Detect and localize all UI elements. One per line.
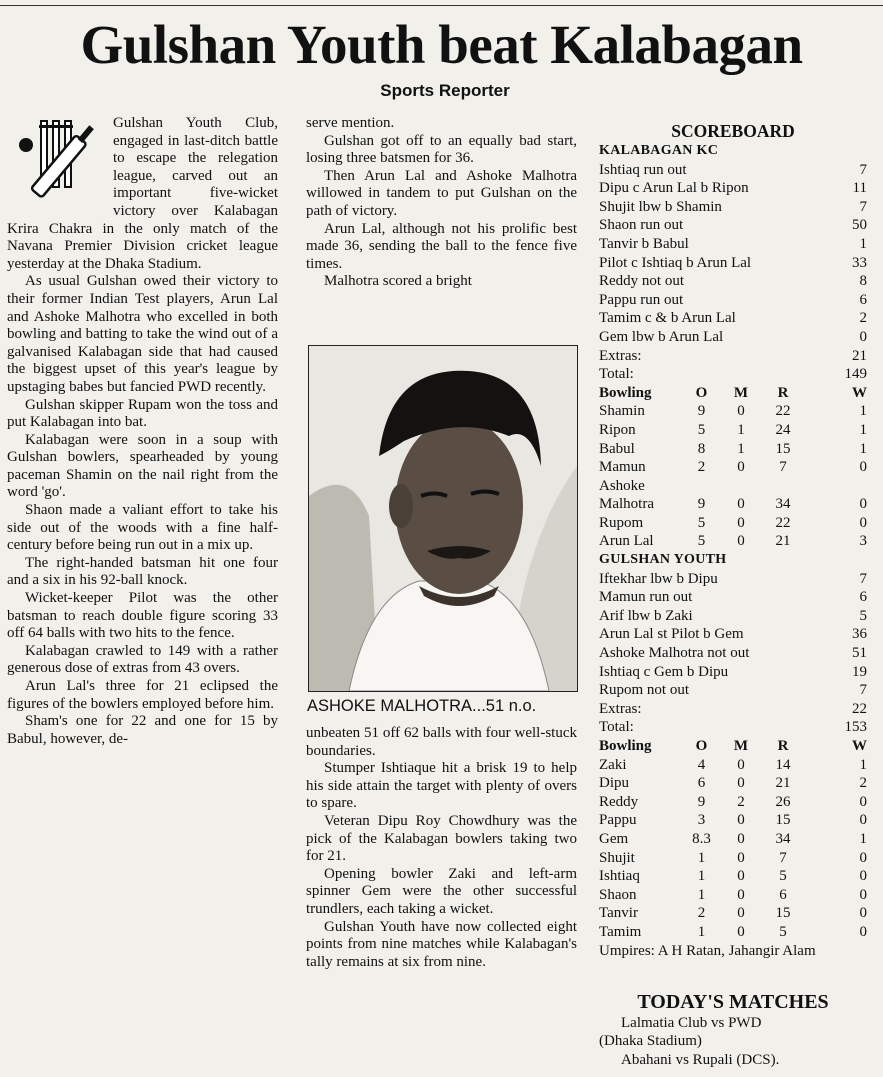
bowler-name: Mamun: [599, 459, 646, 476]
paragraph: Gulshan Youth have now collected eight points from nine matches while Kalabagan's tally remains at six from nine.: [306, 918, 577, 970]
bowling-figure: 0: [737, 756, 745, 773]
bowling-figure: 5: [697, 514, 706, 531]
paragraph: Shaon made a valiant effort to take his side out of the woods with a fine half-century before being run out in a mix up.: [7, 502, 278, 554]
batting-row: [599, 588, 867, 607]
paragraph: Then Arun Lal and Ashoke Malhotra willowed in tandem to put Gulshan on the path of victory.: [306, 167, 577, 219]
bowling-figure: 34: [775, 496, 791, 513]
batting-row: [599, 570, 867, 589]
bowling-figure: 6: [779, 886, 787, 903]
match-line: Lalmatia Club vs PWD: [621, 1015, 762, 1031]
bowling-figure: 4: [697, 756, 706, 773]
paragraph: Sham's one for 22 and one for 15 by Babul, however, de-: [7, 713, 278, 747]
bowler-name: Tamim: [599, 923, 642, 940]
bowler-name: Reddy: [599, 793, 639, 810]
bowler-name: Gem: [599, 830, 629, 847]
bowling-figure: 26: [775, 793, 791, 810]
bowling-figure: 0: [737, 886, 745, 903]
bowler-name: Malhotra: [599, 496, 654, 513]
total-row: Total: 153: [599, 719, 867, 736]
bowling-figure: 2: [859, 775, 867, 792]
bowling-header-cell: M: [733, 738, 749, 754]
article-column-1: [7, 115, 278, 748]
bowling-figure: [719, 477, 763, 496]
batsman-dismissal: Ashoke Malhotra not out: [599, 645, 750, 662]
bowling-figure: 14: [775, 756, 791, 773]
bowling-figure: 0: [737, 849, 745, 866]
bowler-name: Dipu: [599, 775, 629, 792]
top-rule: [0, 0, 883, 6]
bowling-figure: 3: [859, 533, 867, 550]
extras-row: Extras: 21: [599, 347, 867, 364]
todays-matches-title: TODAY'S MATCHES: [637, 991, 829, 1013]
extras-row: Extras: 22: [599, 700, 867, 717]
bowling-figure: 1: [697, 849, 706, 866]
bowling-header-cell: W: [852, 738, 867, 754]
batsman-runs: 6: [859, 291, 867, 308]
bowler-name: Ishtiaq: [599, 868, 640, 885]
bowling-figure: [803, 477, 867, 496]
bowler-name: Ripon: [599, 421, 636, 438]
bowling-header-cell: R: [777, 738, 789, 754]
batsman-runs: 1: [859, 235, 867, 252]
bowling-figure: 1: [697, 923, 706, 940]
batting-row: [599, 309, 867, 328]
bowling-figure: 9: [697, 403, 706, 420]
bowling-figure: 0: [859, 886, 867, 903]
bowling-figure: 2: [697, 459, 706, 476]
bowling-figure: 0: [737, 496, 745, 513]
bowler-name: Shamin: [599, 403, 645, 420]
bowling-figure: 7: [779, 459, 787, 476]
paragraph: Wicket-keeper Pilot was the other batsman to reach double figure scoring 33 off 64 balls with two hits to the fence.: [7, 590, 278, 642]
bowling-figure: 0: [737, 905, 745, 922]
bowling-figure: 0: [859, 812, 867, 829]
paragraph: Kalabagan were soon in a soup with Gulshan bowlers, spearheaded by young paceman Shamin on the nail right from the word 'go'.: [7, 431, 278, 501]
bowling-header-cell: Bowling: [599, 384, 652, 401]
paragraph: Malhotra scored a bright: [324, 273, 472, 290]
batsman-runs: 36: [852, 626, 867, 643]
bowling-figure: 9: [697, 496, 706, 513]
bowling-figure: 34: [775, 830, 791, 847]
paragraph: Gulshan Youth Club, engaged in last-ditch battle to escape the relegation league, carved out an important five-wicket victory over Kalabagan Krira Chakra in the only match of the Navana Premier Division cricket league yesterday at the Dhaka Stadium.: [7, 115, 278, 272]
bowling-figure: 8: [697, 440, 706, 457]
batsman-dismissal: Tamim c & b Arun Lal: [599, 310, 736, 327]
bowling-figure: 1: [697, 868, 706, 885]
paragraph: The right-handed batsman hit one four and a six in his 92-ball knock.: [7, 554, 278, 589]
bowling-figure: 1: [859, 756, 867, 773]
player-photo: [308, 345, 578, 692]
batting-row: [599, 663, 867, 682]
batsman-dismissal: Shujit lbw b Shamin: [599, 198, 722, 215]
batsman-runs: 6: [859, 589, 867, 606]
scoreboard: [599, 120, 867, 960]
bowling-figure: 0: [859, 514, 867, 531]
batsman-dismissal: Gem lbw b Arun Lal: [599, 328, 724, 345]
batting-row: [599, 328, 867, 347]
team-name: KALABAGAN KC: [599, 143, 719, 158]
paragraph: Stumper Ishtiaque hit a brisk 19 to help his side attain the target with plenty of overs to spare.: [306, 760, 577, 812]
bowling-figure: 15: [775, 440, 791, 457]
bowling-figure: 2: [697, 905, 706, 922]
bowling-figure: 0: [737, 459, 745, 476]
paragraph: Arun Lal, although not his prolific best made 36, sending the ball to the fence five times.: [306, 220, 577, 272]
batting-row: [599, 625, 867, 644]
batsman-runs: 7: [859, 161, 867, 178]
batsman-dismissal: Arun Lal st Pilot b Gem: [599, 626, 744, 643]
batsman-runs: 11: [852, 180, 867, 197]
bowling-figure: 5: [697, 421, 706, 438]
bowler-name: Ashoke: [599, 477, 645, 494]
batting-row: [599, 161, 867, 180]
batsman-runs: 0: [859, 328, 867, 345]
batsman-dismissal: Pappu run out: [599, 291, 684, 308]
bowling-table: [599, 737, 867, 942]
paragraph: Opening bowler Zaki and left-arm spinner Gem were the other successful trundlers, each taking a wicket.: [306, 865, 577, 917]
bowling-figure: 22: [775, 514, 791, 531]
batsman-dismissal: Reddy not out: [599, 273, 684, 290]
bowling-figure: 0: [737, 403, 745, 420]
batsman-runs: 8: [859, 273, 867, 290]
bowling-figure: [763, 477, 803, 496]
bowling-figure: 15: [775, 812, 791, 829]
team-name: GULSHAN YOUTH: [599, 552, 727, 568]
paragraph: Veteran Dipu Roy Chowdhury was the pick of the Kalabagan bowlers taking two for 21.: [306, 812, 577, 865]
bowling-figure: 9: [697, 793, 706, 810]
batsman-dismissal: Dipu c Arun Lal b Ripon: [599, 180, 749, 197]
bowling-figure: [684, 477, 719, 496]
bowling-figure: 0: [737, 775, 745, 792]
batsman-runs: 7: [859, 570, 867, 587]
paragraph: As usual Gulshan owed their victory to their former Indian Test players, Arun Lal and Ashoke Malhotra who excelled in both bowling and batting to take the wind out of a galvanised Kalabagan side that had caused the biggest upset of this year's league by upstaging babes but fancied PWD recently.: [7, 273, 278, 395]
bowling-figure: 1: [697, 886, 706, 903]
bowler-name: Zaki: [599, 756, 627, 773]
batsman-dismissal: Pilot c Ishtiaq b Arun Lal: [599, 254, 752, 271]
bowling-figure: 1: [859, 403, 867, 420]
article-column-2-continued: [306, 725, 577, 971]
photo-caption: ASHOKE MALHOTRA...51 n.o.: [307, 697, 537, 715]
bowling-figure: 24: [775, 421, 791, 438]
paragraph: Kalabagan crawled to 149 with a rather generous dose of extras from 43 overs.: [7, 642, 278, 677]
bowler-name: Pappu: [599, 812, 637, 829]
bowler-name: Rupom: [599, 514, 644, 531]
bowling-figure: 6: [697, 775, 706, 792]
bowling-figure: 0: [859, 868, 867, 885]
bowling-figure: 0: [737, 812, 745, 829]
bowling-figure: 3: [697, 812, 706, 829]
batsman-dismissal: Iftekhar lbw b Dipu: [599, 570, 718, 587]
batting-row: [599, 681, 867, 700]
bowling-figure: 0: [737, 868, 745, 885]
bowling-figure: 0: [859, 459, 867, 476]
batsman-runs: 7: [859, 682, 867, 699]
bowling-header-cell: M: [733, 384, 749, 401]
bowling-header-cell: R: [777, 384, 789, 401]
batsman-dismissal: Tanvir b Babul: [599, 235, 689, 252]
bowling-figure: 1: [859, 421, 867, 438]
batsman-runs: 33: [852, 254, 867, 271]
batsman-dismissal: Rupom not out: [599, 682, 690, 699]
bowling-figure: 0: [737, 533, 745, 550]
batting-row: [599, 607, 867, 626]
paragraph: Gulshan got off to an equally bad start, losing three batsmen for 36.: [306, 132, 577, 167]
batsman-dismissal: Mamun run out: [599, 589, 693, 606]
bowling-figure: 0: [737, 514, 745, 531]
bowling-figure: 0: [859, 923, 867, 940]
todays-matches: [599, 990, 867, 1069]
batsman-dismissal: Ishtiaq run out: [599, 161, 687, 178]
bowling-figure: 0: [859, 849, 867, 866]
batting-row: [599, 272, 867, 291]
bowling-figure: 7: [779, 849, 787, 866]
scoreboard-title: SCOREBOARD: [671, 121, 795, 141]
bowler-name: Babul: [599, 440, 635, 457]
byline: Sports Reporter: [380, 81, 510, 100]
bowling-figure: 0: [737, 830, 745, 847]
bowling-figure: 22: [775, 403, 791, 420]
bowling-figure: 1: [859, 440, 867, 457]
paragraph: Gulshan skipper Rupam won the toss and put Kalabagan into bat.: [7, 396, 278, 431]
umpires: Umpires: A H Ratan, Jahangir Alam: [599, 942, 816, 959]
batting-row: [599, 254, 867, 273]
batsman-dismissal: Arif lbw b Zaki: [599, 607, 693, 624]
batsman-runs: 50: [852, 217, 867, 234]
batsman-dismissal: Ishtiaq c Gem b Dipu: [599, 663, 729, 680]
batsman-runs: 2: [859, 310, 867, 327]
cricket-stumps-bat-ball-icon: [7, 115, 103, 215]
bowling-figure: 1: [737, 421, 745, 438]
paragraph: unbeaten 51 off 62 balls with four well-stuck boundaries.: [306, 725, 577, 759]
bowling-header-cell: O: [695, 738, 708, 754]
bowling-figure: 1: [859, 830, 867, 847]
bowling-figure: 0: [859, 793, 867, 810]
bowling-figure: 1: [737, 440, 745, 457]
match-line: (Dhaka Stadium): [599, 1033, 702, 1050]
bowling-header-cell: Bowling: [599, 738, 652, 754]
bowling-header-cell: W: [852, 384, 867, 401]
bowling-figure: 8.3: [692, 830, 711, 847]
bowler-name: Shaon: [599, 886, 637, 903]
bowling-figure: 21: [775, 533, 791, 550]
bowling-figure: 0: [859, 496, 867, 513]
bowling-figure: 0: [859, 905, 867, 922]
batting-row: [599, 198, 867, 217]
batsman-runs: 7: [859, 198, 867, 215]
bowling-figure: 5: [697, 533, 706, 550]
bowling-figure: 15: [775, 905, 791, 922]
batsman-dismissal: Shaon run out: [599, 217, 684, 234]
paragraph: serve mention.: [306, 115, 395, 131]
bowling-figure: 0: [737, 923, 745, 940]
batting-row: [599, 291, 867, 310]
batting-row: [599, 644, 867, 663]
paragraph: Arun Lal's three for 21 eclipsed the figures of the bowlers employed before him.: [7, 678, 278, 712]
headline: Gulshan Youth beat Kalabagan: [80, 14, 803, 75]
bowling-table: [599, 384, 867, 551]
bowler-name: Tanvir: [599, 905, 638, 922]
batsman-runs: 19: [852, 663, 867, 680]
bowler-name: Shujit: [599, 849, 635, 866]
batting-row: [599, 216, 867, 235]
bowling-figure: 2: [737, 793, 745, 810]
bowling-figure: 5: [779, 923, 787, 940]
bowler-name: Arun Lal: [599, 533, 654, 550]
total-row: Total: 149: [599, 366, 867, 383]
match-line: Abahani vs Rupali (DCS).: [621, 1051, 780, 1068]
batting-row: [599, 235, 867, 254]
bowling-header-cell: O: [695, 384, 708, 401]
bowling-figure: 21: [775, 775, 791, 792]
batsman-runs: 5: [859, 607, 867, 624]
batting-row: [599, 179, 867, 198]
batsman-runs: 51: [852, 645, 867, 662]
bowling-figure: 5: [779, 868, 787, 885]
